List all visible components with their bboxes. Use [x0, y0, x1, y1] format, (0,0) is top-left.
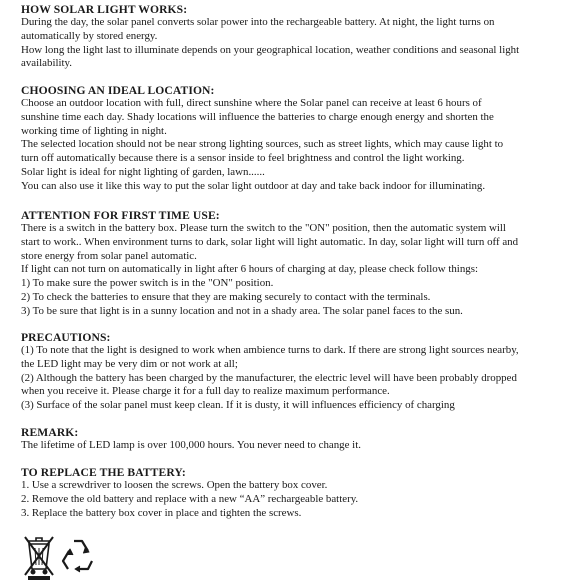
text-line: 1. Use a screwdriver to loosen the screws. Open the battery box cover.	[21, 479, 328, 491]
section-heading: PRECAUTIONS:	[21, 331, 111, 344]
disposal-icons	[23, 535, 103, 580]
section-heading: TO REPLACE THE BATTERY:	[21, 466, 186, 479]
text-line: store energy from solar panel automatic.	[21, 249, 197, 262]
text-line: start to work.. When environment turns to dark, solar light will light automatic. In day, solar light will turn off and	[21, 235, 519, 248]
section-body	[21, 16, 573, 71]
section-heading: ATTENTION FOR FIRST TIME USE:	[21, 209, 220, 222]
text-line: working time of lighting in night.	[21, 124, 167, 137]
text-line: Choose an outdoor location with full, direct sunshine where the Solar panel can receive at least 6 hours of	[21, 97, 482, 109]
text-line: (2) Although the battery has been charged by the manufacturer, the electric level will have been probably dropped	[21, 371, 517, 384]
text-line: 2) To check the batteries to ensure that they are making securely to contact with the terminals.	[21, 290, 431, 303]
text-line: How long the light last to illuminate depends on your geographical location, weather conditions and seasonal light	[21, 43, 520, 56]
section-heading: HOW SOLAR LIGHT WORKS:	[21, 3, 188, 16]
section-precautions	[21, 331, 573, 413]
recycle-icon	[63, 541, 92, 572]
crossed-out-bin-icon	[25, 537, 53, 580]
text-line: During the day, the solar panel converts solar power into the rechargeable battery. At night, the light turns on	[21, 16, 495, 28]
text-line: sunshine time each day. Shady locations will influence the batteries to charge enough energy and shorten the	[21, 110, 494, 123]
text-line: 1) To make sure the power switch is in the "ON" position.	[21, 277, 274, 290]
section-how-solar-light-works	[21, 3, 573, 71]
text-line: 3. Replace the battery box cover in place and tighten the screws.	[21, 506, 302, 519]
text-line: You can also use it like this way to put the solar light outdoor at day and take back indoor for illuminating.	[21, 179, 486, 192]
text-line: turn off automatically because there is a sensor inside to feel brightness and control the light working.	[21, 152, 465, 165]
section-body	[21, 97, 573, 194]
text-line: automatically by stored energy.	[21, 29, 158, 42]
section-first-time-use	[21, 209, 573, 319]
text-line: 3) To be sure that light is in a sunny location and not in a shady area. The solar panel faces to the sun.	[21, 304, 463, 317]
text-line: 2. Remove the old battery and replace with a new “AA” rechargeable battery.	[21, 492, 359, 505]
text-line: (1) To note that the light is designed to work when ambience turns to dark. If there are strong light sources nearby,	[21, 344, 519, 356]
section-body	[21, 222, 573, 319]
section-remark	[21, 426, 573, 453]
text-line: when you receive it. Please charge it for a full day to realize maximum performance.	[21, 385, 390, 398]
section-heading: CHOOSING AN IDEAL LOCATION:	[21, 84, 215, 97]
section-body	[21, 439, 573, 453]
section-replace-battery	[21, 466, 573, 520]
text-line: Solar light is ideal for night lighting of garden, lawn......	[21, 165, 265, 178]
text-line: availability.	[21, 57, 73, 70]
section-body	[21, 344, 573, 413]
text-line: If light can not turn on automatically in light after 6 hours of charging at day, please check follow things:	[21, 263, 478, 276]
section-choosing-location	[21, 84, 573, 194]
section-body	[21, 479, 573, 520]
text-line: The lifetime of LED lamp is over 100,000 hours. You never need to change it.	[21, 439, 361, 451]
text-line: the LED light may be very dim or not work at all;	[21, 357, 238, 370]
text-line: (3) Surface of the solar panel must keep clean. If it is dusty, it will influences efficiency of charging	[21, 399, 455, 412]
section-heading: REMARK:	[21, 426, 79, 439]
text-line: There is a switch in the battery box. Please turn the switch to the "ON" position, then the automatic system will	[21, 222, 506, 234]
text-line: The selected location should not be near strong lighting sources, such as street lights, which may cause light to	[21, 138, 504, 151]
